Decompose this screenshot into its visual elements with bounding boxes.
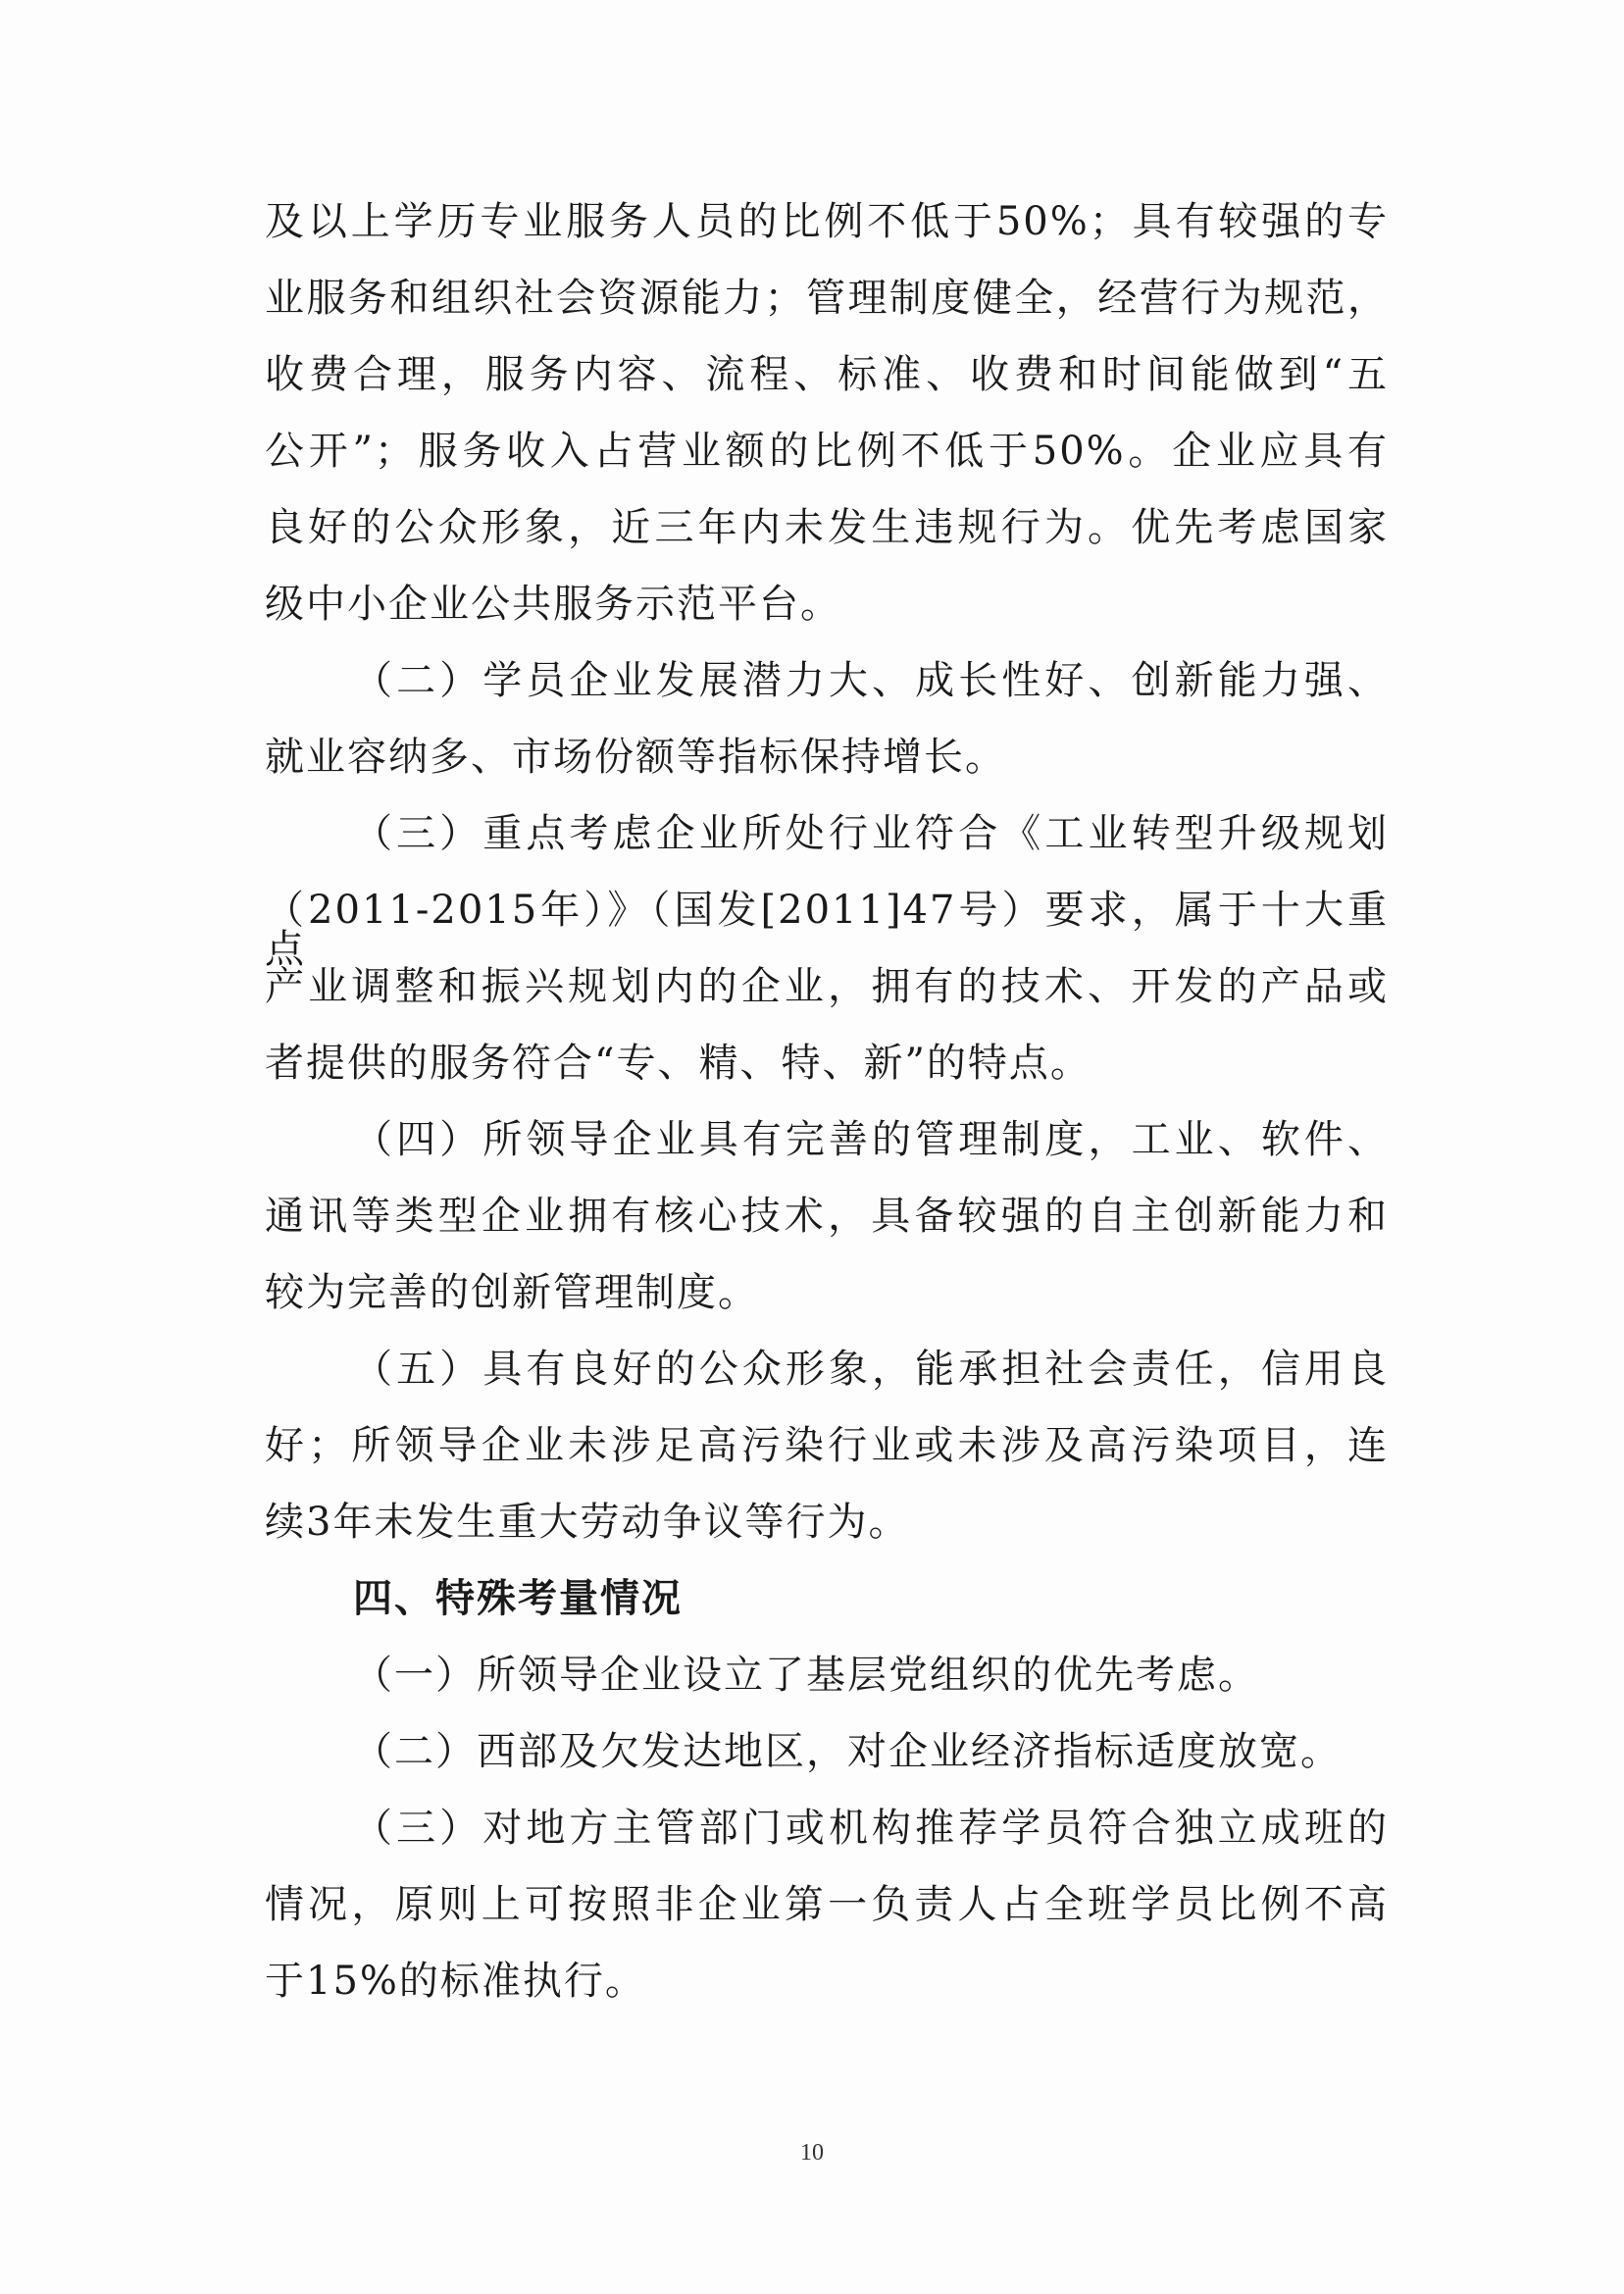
text-line: 情况，原则上可按照非企业第一负责人占全班学员比例不高 [265, 1882, 1389, 1927]
paragraph-start-line: （二）学员企业发展潜力大、成长性好、创新能力强、 [353, 658, 1389, 703]
text-line: 级中小企业公共服务示范平台。 [265, 582, 841, 627]
document-body [265, 199, 1389, 2038]
text-line: 及以上学历专业服务人员的比例不低于50%；具有较强的专 [265, 199, 1389, 244]
text-line: 续3年未发生重大劳动争议等行为。 [265, 1500, 910, 1545]
text-line: 良好的公众形象，近三年内未发生违规行为。优先考虑国家 [265, 505, 1389, 550]
text-line: 业服务和组织社会资源能力；管理制度健全，经营行为规范， [265, 276, 1389, 321]
section-heading: 四、特殊考量情况 [353, 1575, 683, 1621]
paragraph-start-line: （五）具有良好的公众形象，能承担社会责任，信用良 [353, 1347, 1389, 1392]
text-line: 较为完善的创新管理制度。 [265, 1270, 759, 1315]
text-line: 产业调整和振兴规划内的企业，拥有的技术、开发的产品或 [265, 964, 1389, 1009]
paragraph-start-line: （四）所领导企业具有完善的管理制度，工业、软件、 [353, 1117, 1389, 1162]
text-line: 就业容纳多、市场份额等指标保持增长。 [265, 735, 1006, 780]
text-line: 收费合理，服务内容、流程、标准、收费和时间能做到“五 [265, 352, 1389, 397]
paragraph-start-line: （三）重点考虑企业所处行业符合《工业转型升级规划 [353, 811, 1389, 856]
text-line: 公开”；服务收入占营业额的比例不低于50%。企业应具有 [265, 429, 1389, 474]
text-line: 者提供的服务符合“专、精、特、新”的特点。 [265, 1041, 1091, 1086]
text-line: 通讯等类型企业拥有核心技术，具备较强的自主创新能力和 [265, 1194, 1389, 1239]
page-number: 10 [800, 2140, 824, 2166]
paragraph-start-line: （三）对地方主管部门或机构推荐学员符合独立成班的 [353, 1806, 1389, 1851]
paragraph-start-line: （一）所领导企业设立了基层党组织的优先考虑。 [353, 1653, 1259, 1698]
text-line: 好；所领导企业未涉足高污染行业或未涉及高污染项目，连 [265, 1423, 1389, 1468]
text-line: 于15%的标准执行。 [265, 1959, 646, 2004]
text-line: （2011-2015年）》（国发[2011]47号）要求，属于十大重点 [265, 888, 1389, 972]
paragraph-start-line: （二）西部及欠发达地区，对企业经济指标适度放宽。 [353, 1729, 1342, 1774]
